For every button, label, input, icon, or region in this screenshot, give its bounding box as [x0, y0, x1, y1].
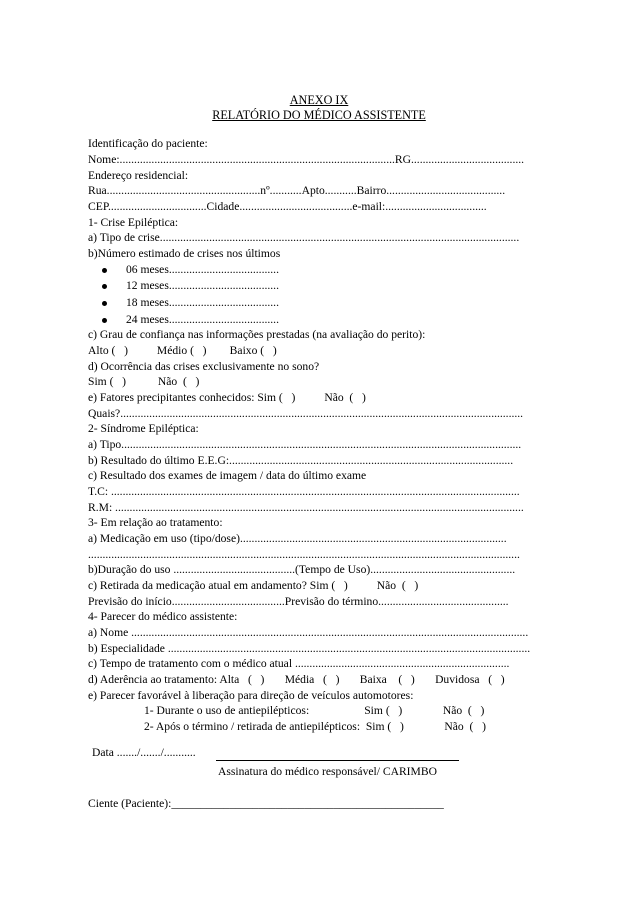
date-line: Data ......./......./...........: [92, 746, 196, 759]
cep-city-email-line: CEP..................................Cidade.......................................e-mail:...................................: [88, 200, 487, 213]
medication-line: a) Medicação em uso (tipo/dose)............................................................................................: [88, 532, 507, 545]
signature-line: [216, 760, 459, 761]
address-heading: Endereço residencial:: [88, 169, 189, 182]
crisis-count-heading: b)Número estimado de crises nos últimos: [88, 247, 281, 260]
eeg-result-line: b) Resultado do último E.E.G:..................................................................................................: [88, 454, 514, 467]
section-4-heading: 4- Parecer do médico assistente:: [88, 610, 238, 623]
imaging-heading: c) Resultado dos exames de imagem / data do último exame: [88, 469, 367, 482]
treatment-time-line: c) Tempo de tratamento com o médico atual ..........................................................................: [88, 657, 510, 670]
specialty-line: b) Especialidade .............................................................................................................................: [88, 642, 531, 655]
crisis-type-line: a) Tipo de crise............................................................................................................................: [88, 231, 520, 244]
medication-line-continued: .....................................................................................................................................................: [88, 548, 520, 561]
name-rg-line: Nome:...............................................................................................RG.......................................: [88, 153, 525, 166]
mri-line: R.M: .............................................................................................................................................: [88, 501, 524, 514]
confidence-question: c) Grau de confiança nas informações prestadas (na avaliação do perito):: [88, 328, 426, 341]
precipitating-factors: e) Fatores precipitantes conhecidos: Sim ( ) Não ( ): [88, 391, 366, 404]
sleep-question: d) Ocorrência das crises exclusivamente no sono?: [88, 360, 320, 373]
crisis-period-12: 12 meses......................................: [126, 279, 279, 292]
bullet-icon: [102, 284, 107, 289]
annex-label: ANEXO IX: [289, 93, 349, 107]
confidence-options: Alto ( ) Médio ( ) Baixo ( ): [88, 344, 277, 357]
crisis-period-24: 24 meses......................................: [126, 313, 279, 326]
section-1-heading: 1- Crise Epiléptica:: [88, 216, 179, 229]
which-line: Quais?...........................................................................................................................................: [88, 407, 524, 420]
bullet-icon: [102, 318, 107, 323]
adherence-line: d) Aderência ao tratamento: Alta ( ) Média ( ) Baixa ( ) Duvidosa ( ): [88, 673, 505, 686]
patient-id-heading: Identificação do paciente:: [88, 137, 208, 150]
driving-opinion-heading: e) Parecer favorável à liberação para direção de veículos automotores:: [88, 689, 414, 702]
section-2-heading: 2- Síndrome Epiléptica:: [88, 422, 199, 435]
report-title: RELATÓRIO DO MÉDICO ASSISTENTE: [212, 108, 426, 122]
crisis-period-18: 18 meses......................................: [126, 296, 279, 309]
ct-line: T.C: .............................................................................................................................................: [88, 485, 520, 498]
opinion-during-treatment: 1- Durante o uso de antiepilépticos: Sim ( ) Não ( ): [144, 704, 485, 717]
physician-name-line: a) Nome .........................................................................................................................................: [88, 626, 529, 639]
bullet-icon: [102, 301, 107, 306]
withdrawal-question: c) Retirada da medicação atual em andamento? Sim ( ) Não ( ): [88, 579, 419, 592]
opinion-after-treatment: 2- Após o término / retirada de antiepilépticos: Sim ( ) Não ( ): [144, 720, 486, 733]
sleep-options: Sim ( ) Não ( ): [88, 375, 200, 388]
section-3-heading: 3- Em relação ao tratamento:: [88, 516, 223, 529]
forecast-line: Previsão do início.......................................Previsão do término.............................................: [88, 595, 509, 608]
duration-line: b)Duração do uso ..........................................(Tempo de Uso)..................................................: [88, 563, 516, 576]
syndrome-type-line: a) Tipo..........................................................................................................................................: [88, 438, 522, 451]
bullet-icon: [102, 268, 107, 273]
signature-label: Assinatura do médico responsável/ CARIMBO: [218, 765, 437, 778]
patient-acknowledgement: Ciente (Paciente):_______________________________________________: [88, 797, 444, 810]
crisis-period-06: 06 meses......................................: [126, 263, 279, 276]
street-line: Rua.....................................................nº...........Apto...........Bairro.........................................: [88, 184, 506, 197]
